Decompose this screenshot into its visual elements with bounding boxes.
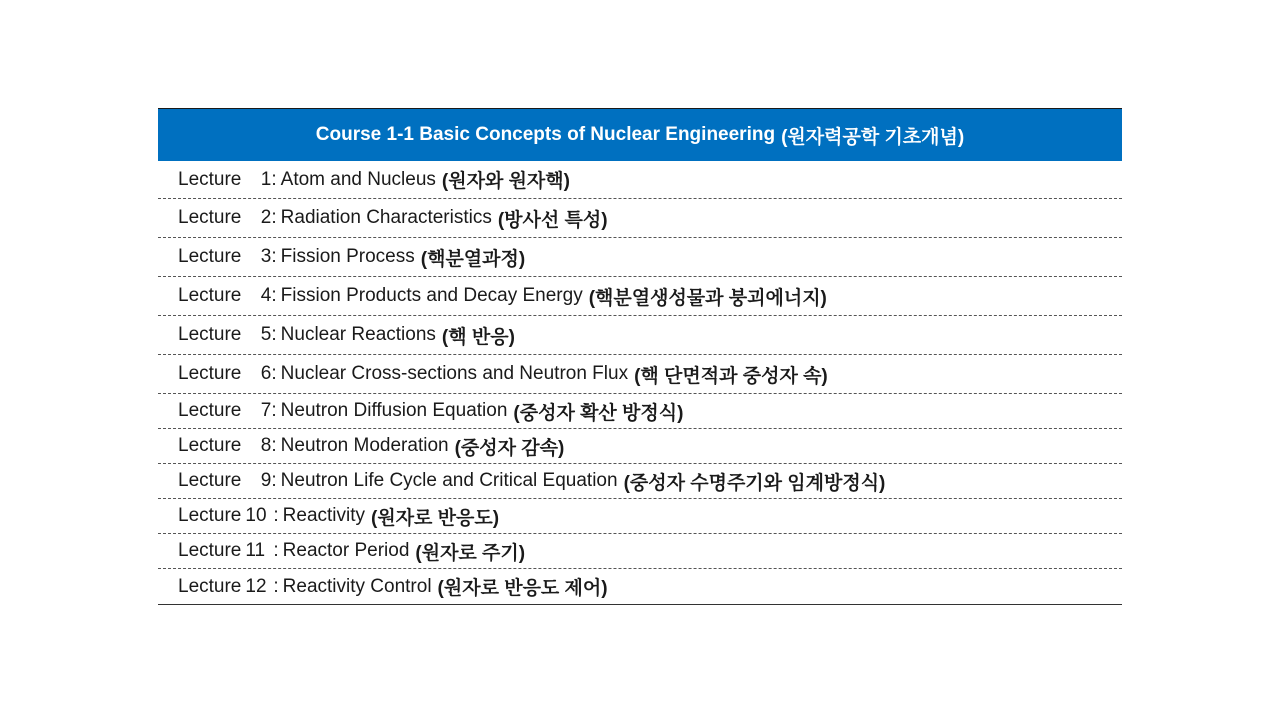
lecture-label: Lecture <box>178 324 242 345</box>
lecture-row-11: Lecture 11 : Reactor Period (원자로 주기) <box>158 534 1122 569</box>
lecture-title-ko: (핵분열과정) <box>420 248 526 270</box>
lecture-row-6: Lecture 6 : Nuclear Cross-sections and Neutron Flux (핵 단면적과 중성자 속) <box>158 355 1122 394</box>
lecture-title-en: Fission Products and Decay Energy <box>280 285 583 306</box>
lecture-number: 12 <box>245 575 267 597</box>
lecture-title-en: Atom and Nucleus <box>280 168 436 190</box>
lecture-number: 2 <box>260 207 272 228</box>
lecture-title-en: Reactivity Control <box>282 575 432 597</box>
lecture-title-en: Neutron Moderation <box>280 435 449 456</box>
lecture-title-ko: (핵분열생성물과 붕괴에너지) <box>588 287 827 309</box>
lecture-title-en: Reactor Period <box>282 540 410 561</box>
lecture-label: Lecture <box>178 575 242 597</box>
lecture-title-en: Reactivity <box>282 505 366 526</box>
lecture-number: 3 <box>260 246 272 267</box>
lecture-number: 5 <box>260 324 272 345</box>
lecture-row-8: Lecture 8 : Neutron Moderation (중성자 감속) <box>158 429 1122 464</box>
lecture-row-3: Lecture 3 : Fission Process (핵분열과정) <box>158 238 1122 277</box>
lecture-title-ko: (방사선 특성) <box>497 209 608 231</box>
lecture-label: Lecture <box>178 246 242 267</box>
lecture-title-ko: (중성자 감속) <box>454 437 565 459</box>
course-header <box>158 108 1122 161</box>
lecture-number: 1 <box>260 168 272 190</box>
lecture-label: Lecture <box>178 207 242 228</box>
lecture-title-ko: (중성자 수명주기와 임계방정식) <box>623 472 886 494</box>
lecture-label: Lecture <box>178 363 242 384</box>
lecture-number: 10 <box>245 505 267 526</box>
lecture-row-7: Lecture 7 : Neutron Diffusion Equation (중성자 확산 방정식) <box>158 394 1122 429</box>
lecture-label: Lecture <box>178 435 242 456</box>
lecture-title-en: Neutron Diffusion Equation <box>280 400 508 421</box>
lecture-row-4: Lecture 4 : Fission Products and Decay Energy (핵분열생성물과 붕괴에너지) <box>158 277 1122 316</box>
lecture-list <box>158 161 1122 604</box>
lecture-title-ko: (중성자 확산 방정식) <box>513 402 684 424</box>
lecture-title-ko: (핵 단면적과 중성자 속) <box>634 365 828 387</box>
lecture-title-ko: (원자로 주기) <box>415 542 526 564</box>
course-title-en: Course 1-1 Basic Concepts of Nuclear Engineering <box>315 124 776 145</box>
lecture-title-ko: (원자와 원자핵) <box>441 171 570 192</box>
lecture-title-en: Fission Process <box>280 246 415 267</box>
lecture-row-5: Lecture 5 : Nuclear Reactions (핵 반응) <box>158 316 1122 355</box>
lecture-number: 11 <box>245 540 266 561</box>
lecture-title-en: Nuclear Reactions <box>280 324 436 345</box>
lecture-row-2: Lecture 2 : Radiation Characteristics (방사선 특성) <box>158 199 1122 238</box>
lecture-label: Lecture <box>178 505 242 526</box>
lecture-title-en: Radiation Characteristics <box>280 207 492 228</box>
lecture-number: 4 <box>260 285 272 306</box>
lecture-number: 7 <box>260 400 272 421</box>
lecture-label: Lecture <box>178 285 242 306</box>
lecture-title-en: Nuclear Cross-sections and Neutron Flux <box>280 363 629 384</box>
course-table <box>158 108 1122 605</box>
lecture-row-1: Lecture 1 : Atom and Nucleus (원자와 원자핵) <box>158 161 1122 199</box>
lecture-label: Lecture <box>178 470 242 491</box>
lecture-row-12: Lecture 12 : Reactivity Control (원자로 반응도 제어) <box>158 569 1122 604</box>
lecture-row-10: Lecture 10 : Reactivity (원자로 반응도) <box>158 499 1122 534</box>
lecture-number: 8 <box>260 435 272 456</box>
lecture-title-ko: (원자로 반응도) <box>371 507 500 529</box>
lecture-label: Lecture <box>178 400 242 421</box>
lecture-label: Lecture <box>178 540 242 561</box>
lecture-number: 6 <box>260 363 272 384</box>
lecture-title-en: Neutron Life Cycle and Critical Equation <box>280 470 618 491</box>
course-title-ko: (원자력공학 기초개념) <box>781 126 965 148</box>
lecture-number: 9 <box>260 470 272 491</box>
lecture-title-ko: (원자로 반응도 제어) <box>437 578 608 599</box>
lecture-title-ko: (핵 반응) <box>441 326 515 348</box>
lecture-row-9: Lecture 9 : Neutron Life Cycle and Critical Equation (중성자 수명주기와 임계방정식) <box>158 464 1122 499</box>
lecture-label: Lecture <box>178 168 242 190</box>
